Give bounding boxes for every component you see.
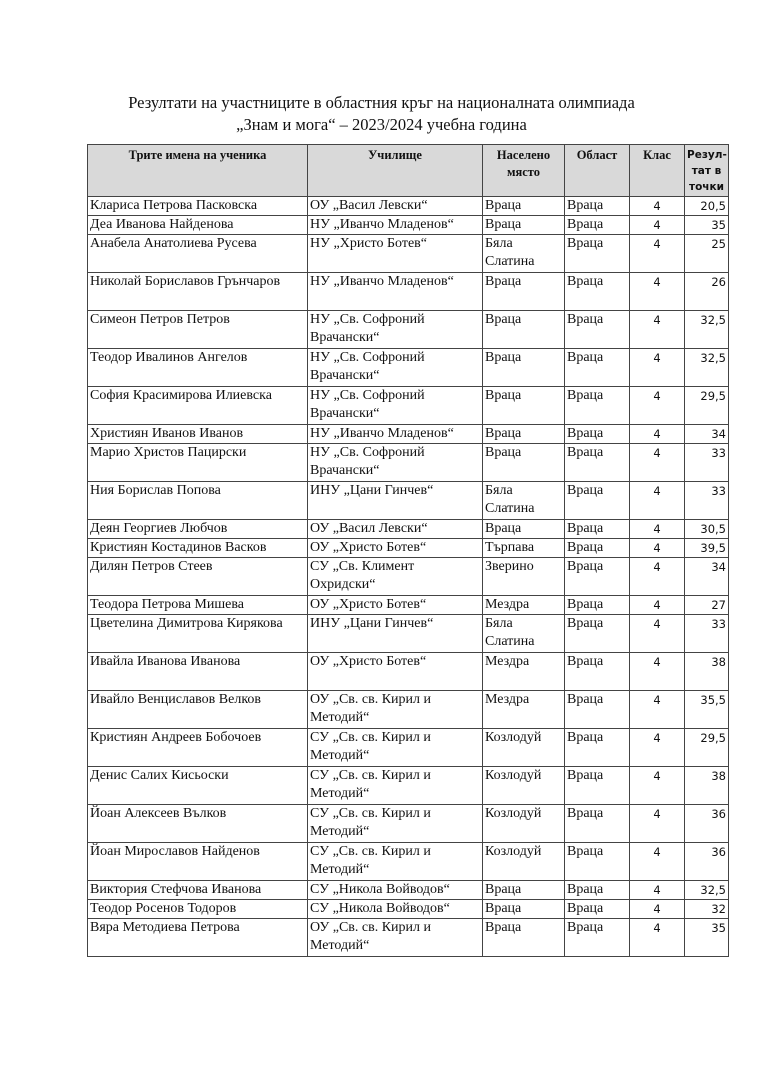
region-cell: Враца [565, 387, 630, 425]
place-cell: Зверино [483, 558, 565, 596]
school-cell: НУ „Св. Софроний Врачански“ [308, 311, 483, 349]
school-cell: НУ „Иванчо Младенов“ [308, 425, 483, 444]
grade-cell: 4 [630, 311, 685, 349]
score-cell: 38 [685, 653, 729, 691]
region-cell: Враца [565, 520, 630, 539]
place-cell: Враца [483, 197, 565, 216]
score-cell: 29,5 [685, 729, 729, 767]
school-cell: СУ „Никола Войводов“ [308, 900, 483, 919]
score-cell: 34 [685, 558, 729, 596]
table-row [88, 843, 729, 881]
student-name-cell: Клариса Петрова Пасковска [88, 197, 308, 216]
header-school: Училище [308, 145, 483, 197]
place-cell: Козлодуй [483, 729, 565, 767]
student-name-cell: Кристиян Андреев Бобочоев [88, 729, 308, 767]
region-cell: Враца [565, 729, 630, 767]
place-cell: Враца [483, 900, 565, 919]
region-cell: Враца [565, 615, 630, 653]
table-row [88, 235, 729, 273]
score-cell: 27 [685, 596, 729, 615]
region-cell: Враца [565, 539, 630, 558]
student-name-cell: Кристиян Костадинов Васков [88, 539, 308, 558]
region-cell: Враца [565, 444, 630, 482]
student-name-cell: Вяра Методиева Петрова [88, 919, 308, 957]
place-cell: Враца [483, 425, 565, 444]
score-cell: 32,5 [685, 881, 729, 900]
score-cell: 20,5 [685, 197, 729, 216]
grade-cell: 4 [630, 387, 685, 425]
grade-cell: 4 [630, 349, 685, 387]
student-name-cell: Николай Бориславов Грънчаров [88, 273, 308, 311]
score-cell: 39,5 [685, 539, 729, 558]
table-row [88, 216, 729, 235]
table-row [88, 539, 729, 558]
place-cell: Мездра [483, 653, 565, 691]
school-cell: НУ „Св. Софроний Врачански“ [308, 387, 483, 425]
table-row [88, 444, 729, 482]
student-name-cell: Ния Борислав Попова [88, 482, 308, 520]
student-name-cell: Ивайла Иванова Иванова [88, 653, 308, 691]
table-row [88, 425, 729, 444]
student-name-cell: София Красимирова Илиевска [88, 387, 308, 425]
region-cell: Враца [565, 216, 630, 235]
region-cell: Враца [565, 425, 630, 444]
school-cell: ОУ „Христо Ботев“ [308, 596, 483, 615]
score-cell: 25 [685, 235, 729, 273]
place-cell: Враца [483, 387, 565, 425]
table-row [88, 729, 729, 767]
results-table [87, 144, 729, 957]
score-cell: 26 [685, 273, 729, 311]
school-cell: НУ „Христо Ботев“ [308, 235, 483, 273]
region-cell: Враца [565, 767, 630, 805]
table-row [88, 900, 729, 919]
place-cell: Враца [483, 311, 565, 349]
student-name-cell: Симеон Петров Петров [88, 311, 308, 349]
region-cell: Враца [565, 843, 630, 881]
student-name-cell: Деян Георгиев Любчов [88, 520, 308, 539]
place-cell: Враца [483, 216, 565, 235]
table-body [88, 197, 729, 957]
table-row [88, 387, 729, 425]
score-cell: 32,5 [685, 349, 729, 387]
student-name-cell: Теодора Петрова Мишева [88, 596, 308, 615]
place-cell: Враца [483, 881, 565, 900]
table-row [88, 520, 729, 539]
grade-cell: 4 [630, 425, 685, 444]
score-cell: 33 [685, 482, 729, 520]
place-cell: Бяла Слатина [483, 615, 565, 653]
header-region: Област [565, 145, 630, 197]
grade-cell: 4 [630, 805, 685, 843]
student-name-cell: Ивайло Венциславов Велков [88, 691, 308, 729]
school-cell: СУ „Св. св. Кирил и Методий“ [308, 843, 483, 881]
grade-cell: 4 [630, 520, 685, 539]
table-row [88, 349, 729, 387]
region-cell: Враца [565, 881, 630, 900]
school-cell: СУ „Св. св. Кирил и Методий“ [308, 767, 483, 805]
school-cell: ИНУ „Цани Гинчев“ [308, 615, 483, 653]
place-cell: Бяла Слатина [483, 482, 565, 520]
student-name-cell: Дилян Петров Стеев [88, 558, 308, 596]
grade-cell: 4 [630, 197, 685, 216]
table-row [88, 881, 729, 900]
place-cell: Козлодуй [483, 843, 565, 881]
student-name-cell: Цветелина Димитрова Кирякова [88, 615, 308, 653]
grade-cell: 4 [630, 767, 685, 805]
place-cell: Търпава [483, 539, 565, 558]
student-name-cell: Теодор Росенов Тодоров [88, 900, 308, 919]
place-cell: Враца [483, 349, 565, 387]
document-title-line-2: „Знам и мога“ – 2023/2024 учебна година [236, 115, 527, 134]
school-cell: НУ „Иванчо Младенов“ [308, 273, 483, 311]
table-row [88, 558, 729, 596]
student-name-cell: Марио Христов Пацирски [88, 444, 308, 482]
student-name-cell: Денис Салих Кисьоски [88, 767, 308, 805]
region-cell: Враца [565, 482, 630, 520]
place-cell: Враца [483, 919, 565, 957]
table-row [88, 805, 729, 843]
grade-cell: 4 [630, 843, 685, 881]
score-cell: 35,5 [685, 691, 729, 729]
grade-cell: 4 [630, 615, 685, 653]
region-cell: Враца [565, 900, 630, 919]
grade-cell: 4 [630, 558, 685, 596]
student-name-cell: Йоан Алексеев Вълков [88, 805, 308, 843]
score-cell: 32 [685, 900, 729, 919]
header-place: Населено място [483, 145, 565, 197]
student-name-cell: Деа Иванова Найденова [88, 216, 308, 235]
region-cell: Враца [565, 596, 630, 615]
school-cell: НУ „Иванчо Младенов“ [308, 216, 483, 235]
grade-cell: 4 [630, 691, 685, 729]
header-name: Трите имена на ученика [88, 145, 308, 197]
place-cell: Враца [483, 444, 565, 482]
grade-cell: 4 [630, 482, 685, 520]
school-cell: НУ „Св. Софроний Врачански“ [308, 349, 483, 387]
student-name-cell: Виктория Стефчова Иванова [88, 881, 308, 900]
region-cell: Враца [565, 691, 630, 729]
score-cell: 33 [685, 444, 729, 482]
student-name-cell: Анабела Анатолиева Русева [88, 235, 308, 273]
score-cell: 32,5 [685, 311, 729, 349]
region-cell: Враца [565, 349, 630, 387]
score-cell: 33 [685, 615, 729, 653]
place-cell: Враца [483, 273, 565, 311]
region-cell: Враца [565, 919, 630, 957]
student-name-cell: Християн Иванов Иванов [88, 425, 308, 444]
table-row [88, 615, 729, 653]
school-cell: ОУ „Христо Ботев“ [308, 653, 483, 691]
table-row [88, 919, 729, 957]
grade-cell: 4 [630, 235, 685, 273]
region-cell: Враца [565, 235, 630, 273]
header-grade: Клас [630, 145, 685, 197]
table-row [88, 691, 729, 729]
grade-cell: 4 [630, 729, 685, 767]
grade-cell: 4 [630, 539, 685, 558]
place-cell: Бяла Слатина [483, 235, 565, 273]
document-title-line-1: Резултати на участниците в областния кръг на националната олимпиада [128, 93, 635, 112]
score-cell: 35 [685, 216, 729, 235]
school-cell: ОУ „Васил Левски“ [308, 197, 483, 216]
school-cell: ОУ „Васил Левски“ [308, 520, 483, 539]
school-cell: ОУ „Св. св. Кирил и Методий“ [308, 691, 483, 729]
region-cell: Враца [565, 805, 630, 843]
region-cell: Враца [565, 311, 630, 349]
header-score: Резул- тат в точки [685, 145, 729, 197]
table-row [88, 653, 729, 691]
region-cell: Враца [565, 558, 630, 596]
score-cell: 34 [685, 425, 729, 444]
table-row [88, 273, 729, 311]
grade-cell: 4 [630, 444, 685, 482]
grade-cell: 4 [630, 900, 685, 919]
grade-cell: 4 [630, 216, 685, 235]
table-header-row [88, 145, 729, 197]
student-name-cell: Йоан Мирославов Найденов [88, 843, 308, 881]
school-cell: СУ „Никола Войводов“ [308, 881, 483, 900]
place-cell: Мездра [483, 596, 565, 615]
grade-cell: 4 [630, 653, 685, 691]
score-cell: 36 [685, 843, 729, 881]
region-cell: Враца [565, 197, 630, 216]
grade-cell: 4 [630, 919, 685, 957]
grade-cell: 4 [630, 596, 685, 615]
grade-cell: 4 [630, 273, 685, 311]
score-cell: 35 [685, 919, 729, 957]
table-row [88, 767, 729, 805]
school-cell: СУ „Св. Климент Охридски“ [308, 558, 483, 596]
table-row [88, 197, 729, 216]
school-cell: СУ „Св. св. Кирил и Методий“ [308, 729, 483, 767]
region-cell: Враца [565, 653, 630, 691]
school-cell: НУ „Св. Софроний Врачански“ [308, 444, 483, 482]
region-cell: Враца [565, 273, 630, 311]
student-name-cell: Теодор Ивалинов Ангелов [88, 349, 308, 387]
table-row [88, 482, 729, 520]
school-cell: СУ „Св. св. Кирил и Методий“ [308, 805, 483, 843]
school-cell: ОУ „Св. св. Кирил и Методий“ [308, 919, 483, 957]
place-cell: Мездра [483, 691, 565, 729]
score-cell: 29,5 [685, 387, 729, 425]
score-cell: 30,5 [685, 520, 729, 539]
place-cell: Козлодуй [483, 767, 565, 805]
school-cell: ИНУ „Цани Гинчев“ [308, 482, 483, 520]
grade-cell: 4 [630, 881, 685, 900]
table-row [88, 311, 729, 349]
place-cell: Козлодуй [483, 805, 565, 843]
score-cell: 36 [685, 805, 729, 843]
school-cell: ОУ „Христо Ботев“ [308, 539, 483, 558]
score-cell: 38 [685, 767, 729, 805]
place-cell: Враца [483, 520, 565, 539]
table-row [88, 596, 729, 615]
